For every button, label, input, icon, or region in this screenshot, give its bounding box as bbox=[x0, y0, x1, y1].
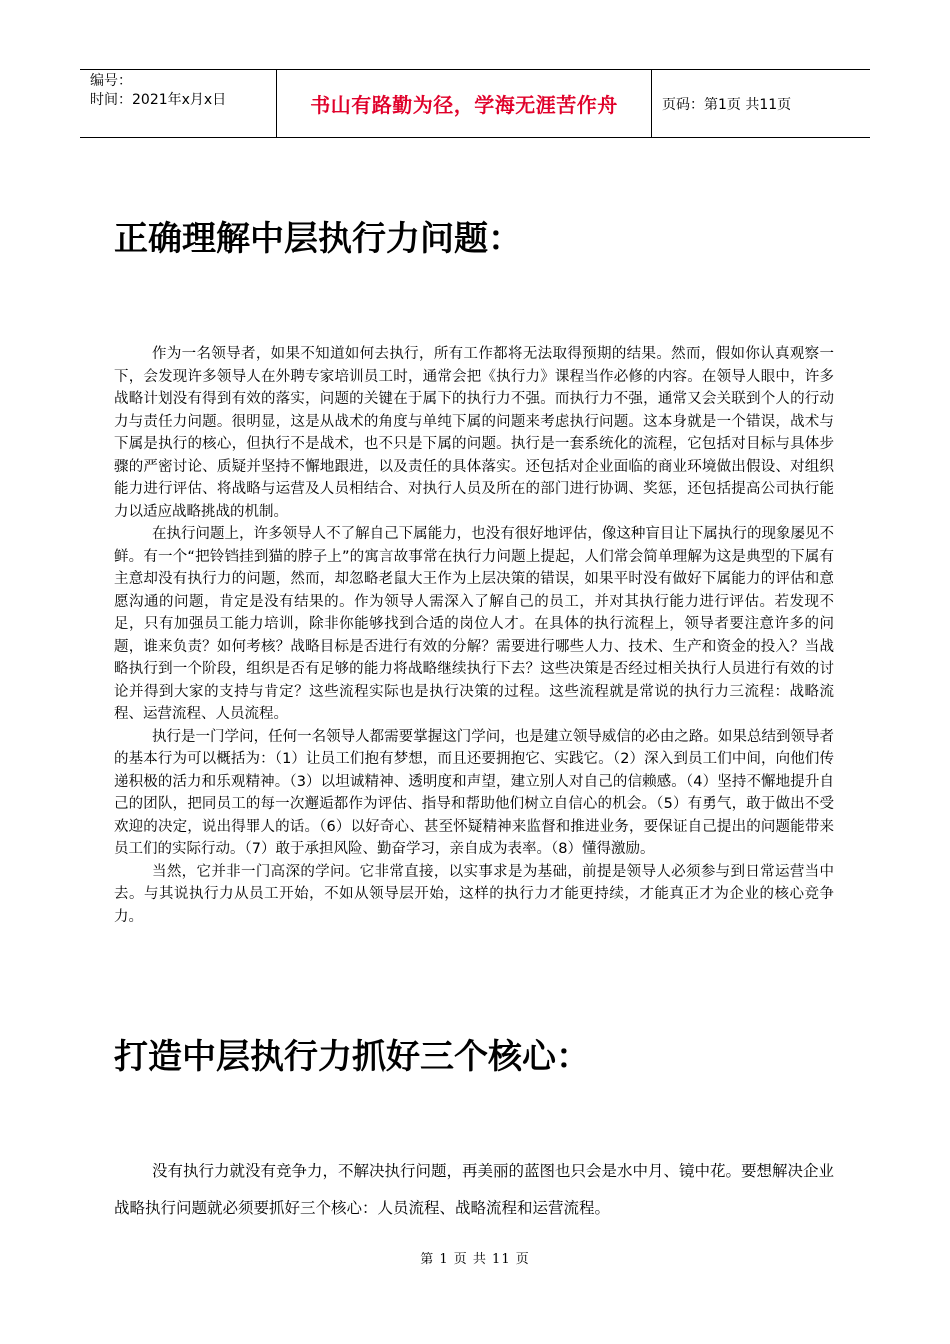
section-2-body bbox=[114, 1153, 834, 1227]
header-info-cell bbox=[80, 70, 277, 137]
header-motto: 书山有路勤为径，学海无涯苦作舟 bbox=[310, 93, 618, 117]
header-page-cell bbox=[652, 70, 870, 137]
document-time-label: 时间：2021年x月x日 bbox=[90, 92, 227, 108]
section-heading-1: 正确理解中层执行力问题： bbox=[114, 219, 522, 259]
page-header bbox=[80, 69, 870, 138]
section-heading-2: 打造中层执行力抓好三个核心： bbox=[114, 1037, 590, 1077]
paragraph: 在执行问题上，许多领导人不了解自己下属能力，也没有很好地评估，像这种盲目让下属执行的现象屡见不鲜。有一个“把铃铛挂到猫的脖子上”的寓言故事常在执行力问题上提起，人们常会简单理解为这是典型的下属有主意却没有执行力的问题，然而，却忽略老鼠大王作为上层决策的错误，如果平时没有做好下属能力的评估和意愿沟通的问题，肯定是没有结果的。作为领导人需深入了解自己的员工，并对其执行能力进行评估。若发现不足，只有加强员工能力培训，除非你能够找到合适的岗位人才。在具体的执行流程上，领导者要注意许多的问题，谁来负责？如何考核？战略目标是否进行有效的分解？需要进行哪些人力、技术、生产和资金的投入？当战略执行到一个阶段，组织是否有足够的能力将战略继续执行下去？这些决策是否经过相关执行人员进行有效的讨论并得到大家的支持与肯定？这些流程实际也是执行决策的过程。这些流程就是常说的执行力三流程：战略流程、运营流程、人员流程。 bbox=[114, 526, 834, 722]
page-footer: 第 1 页 共 11 页 bbox=[420, 1252, 530, 1267]
document-number-label: 编号： bbox=[90, 73, 132, 89]
section-1-body bbox=[114, 343, 834, 928]
header-page-code: 页码：第1页 共11页 bbox=[662, 96, 792, 113]
paragraph: 作为一名领导者，如果不知道如何去执行，所有工作都将无法取得预期的结果。然而，假如你认真观察一下，会发现许多领导人在外聘专家培训员工时，通常会把《执行力》课程当作必修的内容。在领导人眼中，许多战略计划没有得到有效的落实，问题的关键在于属下的执行力不强。而执行力不强，通常又会关联到个人的行动力与责任力问题。很明显，这是从战术的角度与单纯下属的问题来考虑执行问题。这本身就是一个错误，战术与下属是执行的核心，但执行不是战术，也不只是下属的问题。执行是一套系统化的流程，它包括对目标与具体步骤的严密讨论、质疑并坚持不懈地跟进，以及责任的具体落实。还包括对企业面临的商业环境做出假设、对组织能力进行评估、将战略与运营及人员相结合、对执行人员及所在的部门进行协调、奖惩，还包括提高公司执行能力以适应战略挑战的机制。 bbox=[114, 346, 834, 520]
paragraph: 执行是一门学问，任何一名领导人都需要掌握这门学问，也是建立领导威信的必由之路。如果总结到领导者的基本行为可以概括为：（1）让员工们抱有梦想，而且还要拥抱它、实践它。（2）深入到员工们中间，向他们传递积极的活力和乐观精神。（3）以坦诚精神、透明度和声望，建立别人对自己的信赖感。（4）坚持不懈地提升自己的团队，把同员工的每一次邂逅都作为评估、指导和帮助他们树立自信心的机会。（5）有勇气，敢于做出不受欢迎的决定，说出得罪人的话。（6）以好奇心、甚至怀疑精神来监督和推进业务，要保证自己提出的问题能带来员工们的实际行动。（7）敢于承担风险、勤奋学习，亲自成为表率。（8）懂得激励。 bbox=[114, 728, 834, 857]
header-motto-cell bbox=[277, 70, 652, 137]
paragraph: 没有执行力就没有竞争力，不解决执行问题，再美丽的蓝图也只会是水中月、镜中花。要想解决企业战略执行问题就必须要抓好三个核心：人员流程、战略流程和运营流程。 bbox=[114, 1162, 835, 1217]
paragraph: 当然，它并非一门高深的学问。它非常直接，以实事求是为基础，前提是领导人必须参与到日常运营当中去。与其说执行力从员工开始，不如从领导层开始，这样的执行力才能更持续，才能真正才为企业的核心竞争力。 bbox=[114, 863, 834, 925]
